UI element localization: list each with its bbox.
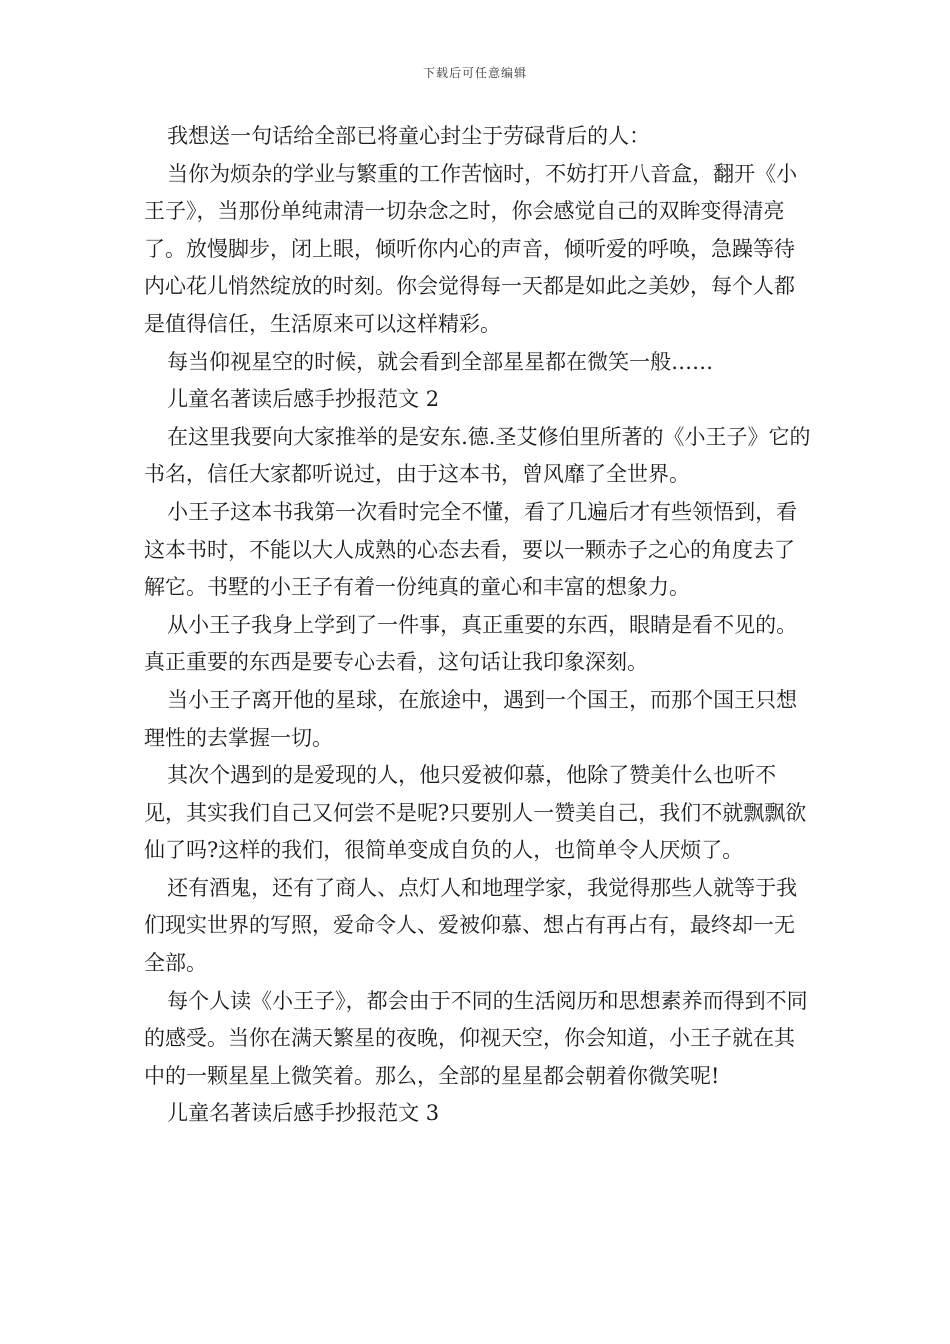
paragraph-everyone-reads: 每个人读《小王子》，都会由于不同的生活阅历和思想素养而得到不同的感受。当你在满天繁星的夜晚，仰视天空，你会知道，小王子就在其中的一颗星星上微笑着。那么，全部的星星都会朝着你微笑呢! — [144, 988, 808, 1088]
paragraph-music-box: 当你为烦杂的学业与繁重的工作苦恼时，不妨打开八音盒，翻开《小王子》，当那份单纯肃清一切杂念之时，你会感觉自己的双眸变得清亮了。放慢脚步，闭上眼，倾听你内心的声音，倾听爱的呼唤，急躁等待内心花儿悄然绽放的时刻。你会觉得每一天都是如此之美妙，每个人都是值得信任，生活原来可以这样精彩。 — [144, 161, 798, 336]
paragraph-stars: 每当仰视星空的时候，就会看到全部星星都在微笑一般…… — [167, 349, 714, 374]
paragraph-important-things: 从小王子我身上学到了一件事，真正重要的东西，眼睛是看不见的。真正重要的东西是要专心去看，这句话让我印象深刻。 — [144, 612, 798, 675]
paragraph-first-read: 小王子这本书我第一次看时完全不懂，看了几遍后才有些领悟到，看这本书时，不能以大人成熟的心态去看，要以一颗赤子之心的角度去了解它。书墅的小王子有着一份纯真的童心和丰富的想象力。 — [144, 499, 798, 600]
paragraph-intro: 我想送一句话给全部已将童心封尘于劳碌背后的人： — [167, 124, 651, 148]
section-heading-2: 儿童名著读后感手抄报范文 2 — [167, 387, 440, 412]
section-heading-3: 儿童名著读后感手抄报范文 3 — [167, 1101, 440, 1126]
page-header: 下载后可任意编辑 — [422, 66, 527, 80]
paragraph-drunkard: 还有酒鬼，还有了商人、点灯人和地理学家，我觉得那些人就等于我们现实世界的写照，爱命令人、爱被仰慕、想占有再占有，最终却一无全部。 — [144, 875, 798, 976]
document-body — [144, 118, 812, 1133]
paragraph-vain-man: 其次个遇到的是爱现的人，他只爱被仰慕，他除了赞美什么也听不见，其实我们自己又何尝不是呢?只要别人一赞美自己，我们不就飘飘欲仙了吗?这样的我们，很简单变成自负的人，也简单令人厌烦了。 — [144, 763, 807, 863]
paragraph-recommend: 在这里我要向大家推举的是安东.德.圣艾修伯里所著的《小王子》它的书名，信任大家都听说过，由于这本书，曾风靡了全世界。 — [144, 424, 811, 487]
paragraph-king: 当小王子离开他的星球，在旅途中，遇到一个国王，而那个国王只想理性的去掌握一切。 — [144, 687, 798, 750]
